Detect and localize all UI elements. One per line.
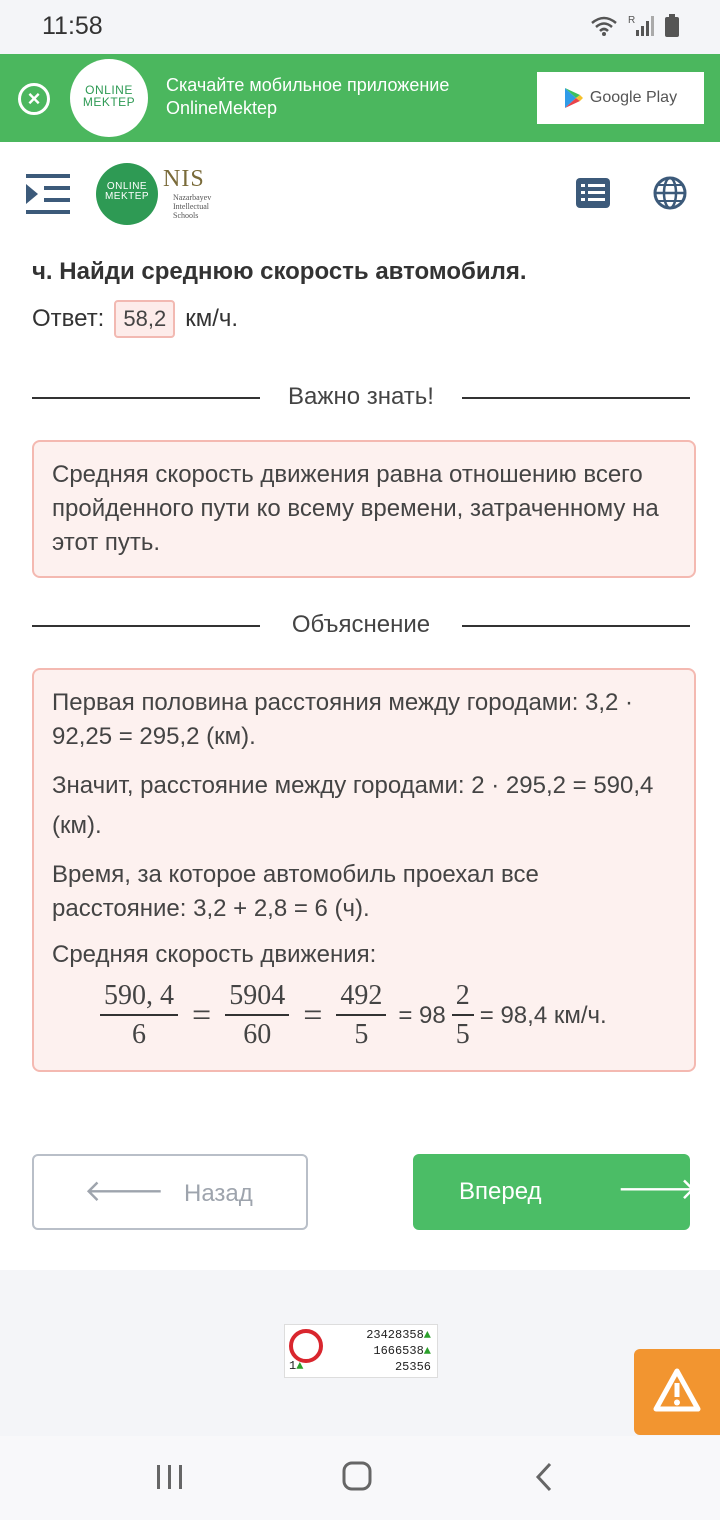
counter-today: 25356 — [394, 1360, 431, 1374]
counter-ring-icon — [289, 1329, 323, 1363]
app-download-banner — [0, 54, 720, 142]
fraction-2-numerator: 5904 — [225, 978, 289, 1016]
average-speed-formula — [94, 978, 676, 1054]
nis-subtitle-2: Intellectual — [173, 202, 209, 211]
answer-prefix: Ответ: — [32, 305, 105, 332]
nis-subtitle-3: Schools — [173, 211, 199, 220]
important-card — [32, 440, 696, 578]
list-icon[interactable] — [576, 178, 610, 208]
status-bar — [0, 0, 720, 54]
globe-icon[interactable] — [653, 176, 687, 210]
header-online-mektep-logo[interactable] — [96, 163, 158, 225]
header-logo-text-top: ONLINE — [106, 181, 148, 192]
answer-row — [32, 300, 238, 338]
fraction-2 — [225, 978, 289, 1054]
visitor-counter[interactable] — [284, 1324, 438, 1378]
explanation-divider — [32, 611, 690, 641]
formula-result: = 98,4 км/ч. — [479, 1002, 607, 1029]
wifi-icon — [590, 15, 618, 37]
fraction-2-denominator: 60 — [243, 1019, 272, 1050]
banner-text-line2: OnlineMektep — [166, 98, 278, 118]
important-heading: Важно знать! — [288, 383, 434, 410]
fraction-3-numerator: 492 — [336, 978, 386, 1016]
counter-rank: 1▲ — [289, 1359, 304, 1373]
answer-field[interactable]: 58,2 — [114, 300, 175, 338]
close-banner-icon[interactable]: × — [18, 83, 50, 115]
fraction-1 — [100, 978, 178, 1054]
logo-text-top: ONLINE — [85, 83, 133, 97]
question-text: ч. Найди среднюю скорость автомобиля. — [32, 258, 527, 285]
explanation-step-3: Время, за которое автомобиль проехал все расстояние: 3,2 + 2,8 = 6 (ч). — [52, 861, 539, 922]
counter-total: 23428358 — [366, 1328, 424, 1342]
recent-apps-icon[interactable] — [155, 1464, 185, 1490]
clock: 11:58 — [42, 12, 103, 40]
counter-values: 23428358▲ 1666538▲ 25356 — [366, 1328, 431, 1374]
fraction-4-numerator: 2 — [452, 978, 474, 1016]
fraction-1-denominator: 6 — [132, 1019, 146, 1050]
next-button[interactable] — [413, 1154, 698, 1230]
counter-rank-value: 1 — [289, 1359, 297, 1373]
fraction-1-numerator: 590, 4 — [100, 978, 178, 1016]
back-button[interactable] — [32, 1154, 308, 1230]
warning-icon — [634, 1349, 720, 1435]
back-button-label: Назад — [184, 1180, 253, 1207]
status-icons — [590, 14, 680, 38]
nis-logo — [163, 166, 211, 220]
google-play-label: Google Play — [589, 89, 678, 106]
home-icon[interactable] — [342, 1460, 372, 1492]
arrow-right-icon: 🡒 — [617, 1173, 698, 1206]
logo-text-bottom: MEKTEP — [82, 95, 136, 109]
system-navigation-bar — [0, 1436, 720, 1520]
banner-text-line1: Скачайте мобильное приложение — [166, 75, 450, 95]
answer-unit: км/ч. — [185, 305, 239, 332]
nis-title: NIS — [163, 166, 205, 192]
fraction-3 — [336, 978, 386, 1054]
next-button-label: Вперед — [459, 1178, 542, 1205]
google-play-button[interactable] — [537, 72, 704, 124]
explanation-step-2: Значит, расстояние между городами: 2 · 295,2 = 590,4 (км). — [52, 772, 654, 839]
google-play-icon — [564, 87, 584, 109]
mixed-number-whole: = 98 — [398, 1002, 446, 1029]
fraction-4 — [452, 978, 474, 1054]
arrow-left-icon: 🡐 — [84, 1175, 165, 1208]
battery-icon — [664, 14, 680, 38]
menu-indent-icon[interactable] — [26, 174, 70, 214]
signal-icon — [628, 14, 654, 38]
equals-sign-2: = — [303, 997, 323, 1034]
banner-message — [166, 74, 449, 120]
important-divider — [32, 383, 690, 413]
header-logo-text-bottom: MEKTEP — [104, 191, 150, 202]
app-header — [0, 142, 720, 244]
online-mektep-logo — [70, 59, 148, 137]
fraction-4-denominator: 5 — [455, 1019, 470, 1050]
fraction-3-denominator: 5 — [354, 1019, 369, 1050]
report-problem-button[interactable] — [634, 1349, 720, 1435]
explanation-heading: Объяснение — [291, 611, 431, 638]
network-letter: R — [628, 15, 636, 26]
nis-subtitle-1: Nazarbayev — [173, 193, 212, 202]
explanation-step-4: Средняя скорость движения: — [52, 941, 377, 968]
back-nav-icon[interactable] — [533, 1462, 555, 1492]
explanation-card — [32, 668, 696, 1072]
explanation-step-1: Первая половина расстояния между городами: 3,2 · 92,25 = 295,2 (км). — [52, 689, 634, 750]
important-text: Средняя скорость движения равна отношению всего пройденного пути ко всему времени, затраченному на этот путь. — [52, 461, 659, 556]
equals-sign-1: = — [192, 997, 212, 1034]
counter-month: 1666538 — [373, 1344, 424, 1358]
lesson-content — [0, 244, 720, 1270]
